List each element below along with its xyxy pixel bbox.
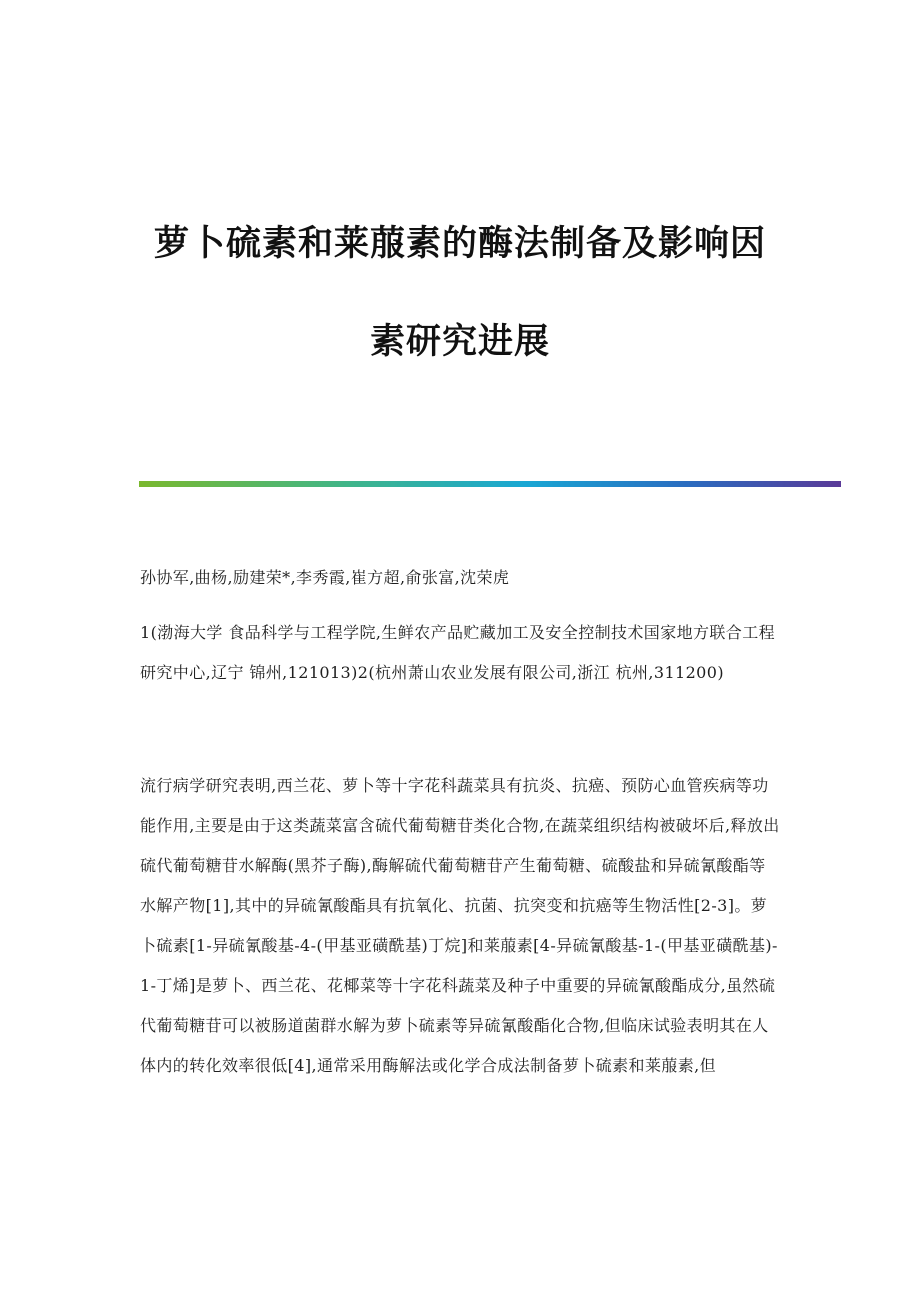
body-paragraph: 流行病学研究表明,西兰花、萝卜等十字花科蔬菜具有抗炎、抗癌、预防心血管疾病等功能作用,主要是由于这类蔬菜富含硫代葡萄糖苷类化合物,在蔬菜组织结构被破坏后,释放出硫代葡萄糖苷水解酶(黑芥子酶),酶解硫代葡萄糖苷产生葡萄糖、硫酸盐和异硫氰酸酯等水解产物[1],其中的异硫氰酸酯具有抗氧化、抗菌、抗突变和抗癌等生物活性[2-3]。萝卜硫素[1-异硫氰酸基-4-(甲基亚磺酰基)丁烷]和莱菔素[4-异硫氰酸基-1-(甲基亚磺酰基)-1-丁烯]是萝卜、西兰花、花椰菜等十字花科蔬菜及种子中重要的异硫氰酸酯成分,虽然硫代葡萄糖苷可以被肠道菌群水解为萝卜硫素等异硫氰酸酯化合物,但临床试验表明其在人体内的转化效率很低[4],通常采用酶解法或化学合成法制备萝卜硫素和莱菔素,但 xyxy=(140,776,780,1075)
affiliation xyxy=(140,613,780,693)
body-text xyxy=(140,766,780,1086)
gradient-divider xyxy=(139,481,841,487)
document-title-line-2: 素研究进展 xyxy=(369,321,550,362)
affiliation-text: 1(渤海大学 食品科学与工程学院,生鲜农产品贮藏加工及安全控制技术国家地方联合工程研究中心,辽宁 锦州,121013)2(杭州萧山农业发展有限公司,浙江 杭州,311200) xyxy=(140,623,775,682)
author-list: 孙协军,曲杨,励建荣*,李秀霞,崔方超,俞张富,沈荣虎 xyxy=(140,568,510,587)
document-title-line-1: 萝卜硫素和莱菔素的酶法制备及影响因 xyxy=(153,223,766,264)
